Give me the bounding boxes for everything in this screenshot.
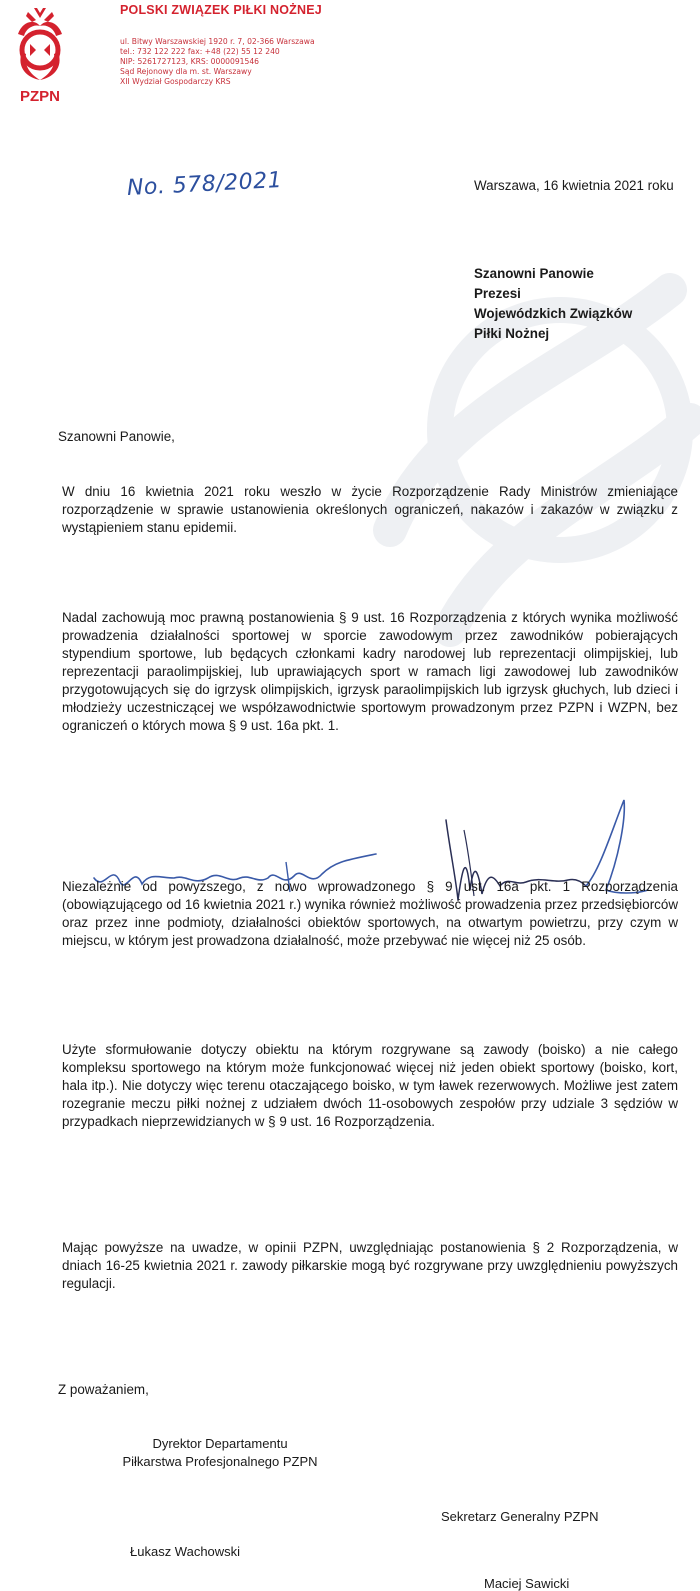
closing: Z poważaniem,	[58, 1382, 149, 1397]
address-line: ul. Bitwy Warszawskiej 1920 r. 7, 02-366 Warszawa	[120, 37, 315, 46]
signatory-title	[110, 1435, 330, 1471]
body-paragraph: Użyte sformułowanie dotyczy obiektu na którym rozgrywane są zawody (boisko) a nie całego kompleksu sportowego na którym może funkcjonować więcej niż jeden obiekt sportowy (boisko, kort, hala itp.). Nie dotyczy więc terenu otaczającego boisko, w tym ławek rezerwowych. Możliwe jest zatem rozegranie meczu piłki nożnej z udziałem dwóch 11-osobowych zespołów przy udziale 3 sędziów w przypadkach nieprzewidzianych w § 9 ust. 16 Rozporządzenia.	[62, 1042, 678, 1129]
signatory-name: Łukasz Wachowski	[130, 1544, 241, 1559]
recipient-line: Wojewódzkich Związków	[474, 306, 633, 321]
address-line: Sąd Rejonowy dla m. st. Warszawy	[120, 67, 252, 76]
recipient-line: Prezesi	[474, 286, 521, 301]
pzpn-logo	[8, 4, 72, 104]
logo-text: PZPN	[19, 88, 61, 104]
body-paragraph: W dniu 16 kwietnia 2021 roku weszło w życie Rozporządzenie Rady Ministrów zmieniające rozporządzenie w sprawie ustanowienia określonych ograniczeń, nakazów i zakazów w związku z wystąpieniem stanu epidemii.	[62, 484, 678, 535]
signatory-name: Maciej Sawicki	[484, 1576, 570, 1591]
recipient-line: Piłki Nożnej	[474, 326, 550, 341]
signatory-title-line: Piłkarstwa Profesjonalnego PZPN	[122, 1454, 318, 1469]
signatory-title-line: Sekretarz Generalny PZPN	[441, 1509, 599, 1524]
recipient-line: Szanowni Panowie	[474, 266, 594, 281]
body-paragraph: Nadal zachowują moc prawną postanowienia § 9 ust. 16 Rozporządzenia z których wynika możliwość prowadzenia działalności sportowej w sporcie zawodowym przez zawodników pobierających stypendium sportowe, lub będących członkami kadry narodowej lub reprezentacji olimpijskiej, lub reprezentacji paraolimpijskiej, lub uprawiających sport w ramach ligi zawodowej lub zawodników przygotowujących się do igrzysk olimpijskich, igrzysk paraolimpijskich lub igrzysk głuchych, lub dzieci i młodzieży uczestniczącej we współzawodnictwie sportowym prowadzonym przez PZPN i WZPN, bez ograniczeń o których mowa § 9 ust. 16a pkt. 1.	[62, 610, 678, 733]
place-date: Warszawa, 16 kwietnia 2021 roku	[474, 178, 674, 193]
body-paragraph: Mając powyższe na uwadze, w opinii PZPN, uwzględniając postanowienia § 2 Rozporządzenia, w dniach 16-25 kwietnia 2021 r. zawody piłkarskie mogą być rozgrywane przy uwzględnieniu powyższych regulacji.	[62, 1240, 678, 1291]
salutation: Szanowni Panowie,	[58, 429, 175, 444]
organization-name: POLSKI ZWIĄZEK PIŁKI NOŻNEJ	[120, 3, 322, 17]
signatory-title	[441, 1509, 700, 1524]
address-line: tel.: 732 122 222 fax: +48 (22) 55 12 240	[120, 47, 280, 56]
body-paragraph: Niezależnie od powyższego, z nowo wprowadzonego § 9 ust. 16a pkt. 1 Rozporządzenia (obowiązującego od 16 kwietnia 2021 r.) wynika również możliwość prowadzenia przez przedsiębiorców oraz przez inne podmioty, działalności obiektów sportowych, na otwartym powietrzu, przy czym w miejscu, w którym jest prowadzona działalność, może przebywać nie więcej niż 25 osób.	[62, 879, 678, 948]
recipient-block	[474, 264, 700, 344]
address-line: XII Wydział Gospodarczy KRS	[120, 77, 231, 86]
organization-address	[120, 37, 700, 87]
address-line: NIP: 5261727123, KRS: 0000091546	[120, 57, 259, 66]
reference-number: No. 578/2021	[126, 167, 283, 201]
signatory-title-line: Dyrektor Departamentu	[152, 1436, 288, 1451]
